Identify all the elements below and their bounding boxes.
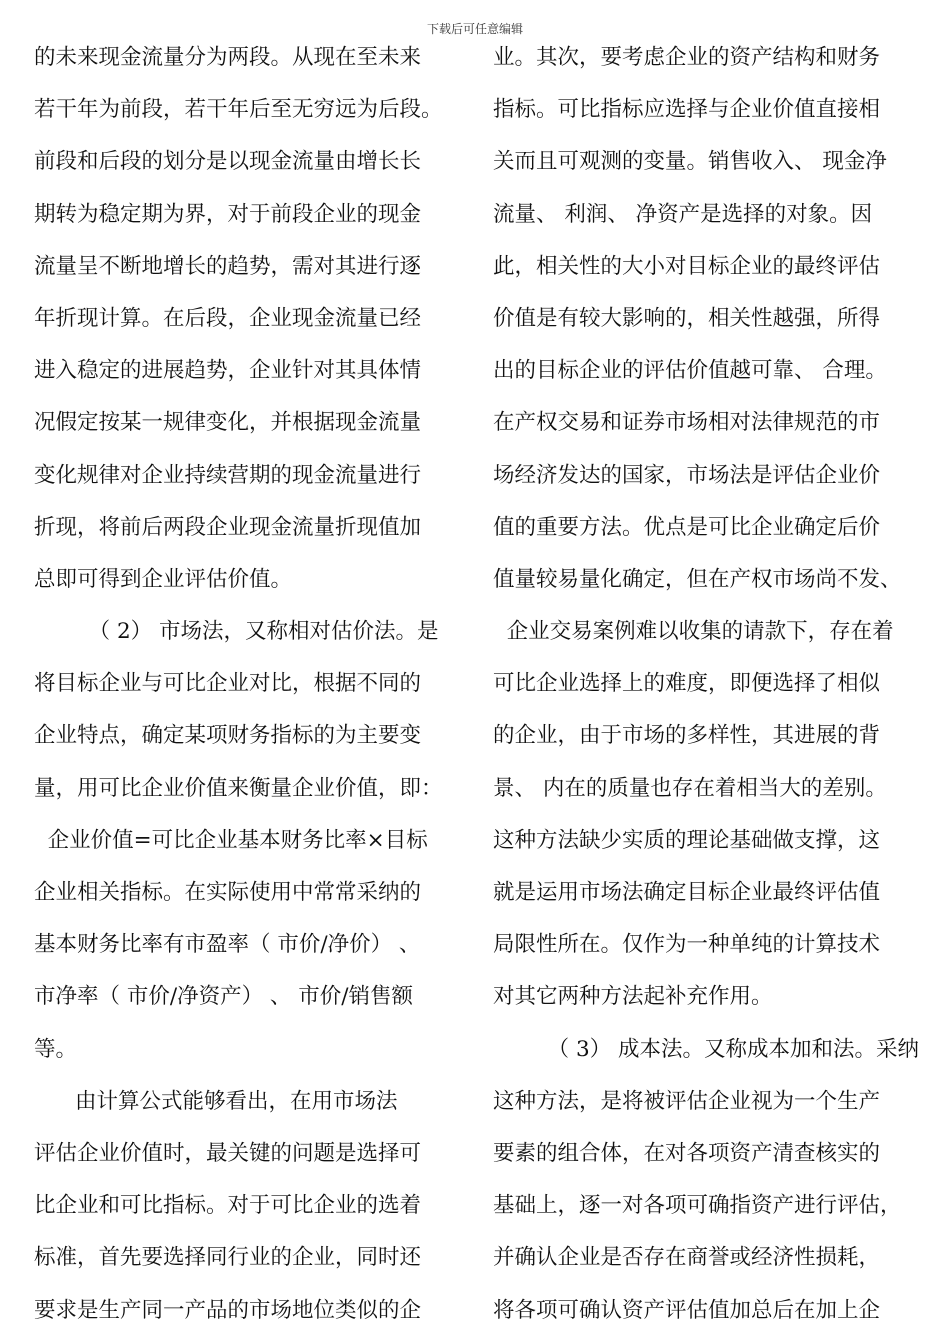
- text-line: 年折现计算。在后段，企业现金流量已经: [34, 305, 422, 331]
- text-line: 这种方法，是将被评估企业视为一个生产: [493, 1088, 881, 1114]
- right-column: [493, 32, 925, 1337]
- text-line: 关而且可观测的变量。销售收入、 现金净: [493, 149, 887, 175]
- text-line: 要素的组合体，在对各项资产清查核实的: [493, 1140, 881, 1166]
- text-line: 对其它两种方法起补充作用。: [493, 984, 773, 1010]
- text-line: 值量较易量化确定，但在产权市场尚不发、: [493, 566, 902, 592]
- text-line: 并确认企业是否存在商誉或经济性损耗，: [493, 1245, 881, 1271]
- text-line: 量，用可比企业价值来衡量企业价值，即：: [34, 775, 443, 801]
- text-line: 业。其次，要考虑企业的资产结构和财务: [493, 45, 881, 70]
- text-line: 企业特点，确定某项财务指标的为主要变: [34, 723, 422, 749]
- text-line: 比企业和可比指标。对于可比企业的选着: [34, 1193, 422, 1219]
- text-line: 折现，将前后两段企业现金流量折现值加: [34, 514, 422, 540]
- text-line: 的企业，由于市场的多样性，其进展的背: [493, 723, 881, 749]
- text-line: 出的目标企业的评估价值越可靠、 合理。: [493, 358, 887, 384]
- text-line: 变化规律对企业持续营期的现金流量进行: [34, 462, 422, 488]
- text-line: 流量、 利润、 净资产是选择的对象。因: [493, 201, 873, 227]
- text-line: 将各项可确认资产评估值加总后在加上企: [493, 1297, 881, 1323]
- text-line: 此，相关性的大小对目标企业的最终评估: [493, 253, 881, 279]
- text-line: 基本财务比率有市盈率（ 市价/净价） 、: [34, 932, 421, 958]
- text-line: 要求是生产同一产品的市场地位类似的企: [34, 1297, 422, 1323]
- text-line: 这种方法缺少实质的理论基础做支撑，这: [493, 827, 881, 853]
- text-line: 若干年为前段，若干年后至无穷远为后段。: [34, 97, 443, 123]
- text-line: 价值是有较大影响的，相关性越强，所得: [493, 305, 881, 331]
- text-line: 就是运用市场法确定目标企业最终评估值: [493, 880, 881, 905]
- text-line: 局限性所在。仅作为一种单纯的计算技术: [493, 932, 881, 958]
- left-column: [34, 32, 466, 1337]
- text-line: 企业交易案例难以收集的请款下，存在着: [493, 619, 894, 645]
- text-line: 景、 内在的质量也存在着相当大的差别。: [493, 775, 887, 801]
- text-line: 在产权交易和证券市场相对法律规范的市: [493, 410, 881, 436]
- text-line: 指标。可比指标应选择与企业价值直接相: [493, 97, 881, 123]
- text-line: 评估企业价值时，最关键的问题是选择可: [34, 1140, 422, 1166]
- text-line: 由计算公式能够看出，在用市场法: [34, 1088, 398, 1114]
- text-line: 进入稳定的进展趋势，企业针对其具体情: [34, 358, 422, 384]
- text-line: （ 3） 成本法。又称成本加和法。采纳: [493, 1036, 920, 1062]
- text-line: 企业相关指标。在实际使用中常常采纳的: [34, 880, 422, 905]
- text-line: 流量呈不断地增长的趋势，需对其进行逐: [34, 253, 422, 279]
- text-line: 值的重要方法。优点是可比企业确定后价: [493, 514, 881, 540]
- text-line: 总即可得到企业评估价值。: [34, 566, 293, 592]
- text-line: 标准，首先要选择同行业的企业，同时还: [34, 1245, 422, 1271]
- text-line: 前段和后段的划分是以现金流量由增长长: [34, 149, 422, 175]
- text-line: 可比企业选择上的难度，即便选择了相似: [493, 671, 881, 697]
- text-line: 将目标企业与可比企业对比，根据不同的: [34, 671, 422, 697]
- text-line: （ 2） 市场法，又称相对估价法。是: [34, 619, 439, 645]
- text-line: 的未来现金流量分为两段。从现在至未来: [34, 45, 422, 70]
- text-line: 期转为稳定期为界，对于前段企业的现金: [34, 201, 422, 227]
- text-line: 市净率（ 市价/净资产） 、 市价/销售额: [34, 984, 413, 1010]
- text-line: 基础上，逐一对各项可确指资产进行评估，: [493, 1193, 902, 1219]
- text-line: 等。: [34, 1036, 78, 1062]
- text-line: 况假定按某一规律变化，并根据现金流量: [34, 410, 422, 436]
- text-line: 企业价值=可比企业基本财务比率×目标: [34, 827, 428, 853]
- text-line: 场经济发达的国家，市场法是评估企业价: [493, 462, 881, 488]
- page-header: 下载后可任意编辑: [426, 22, 523, 36]
